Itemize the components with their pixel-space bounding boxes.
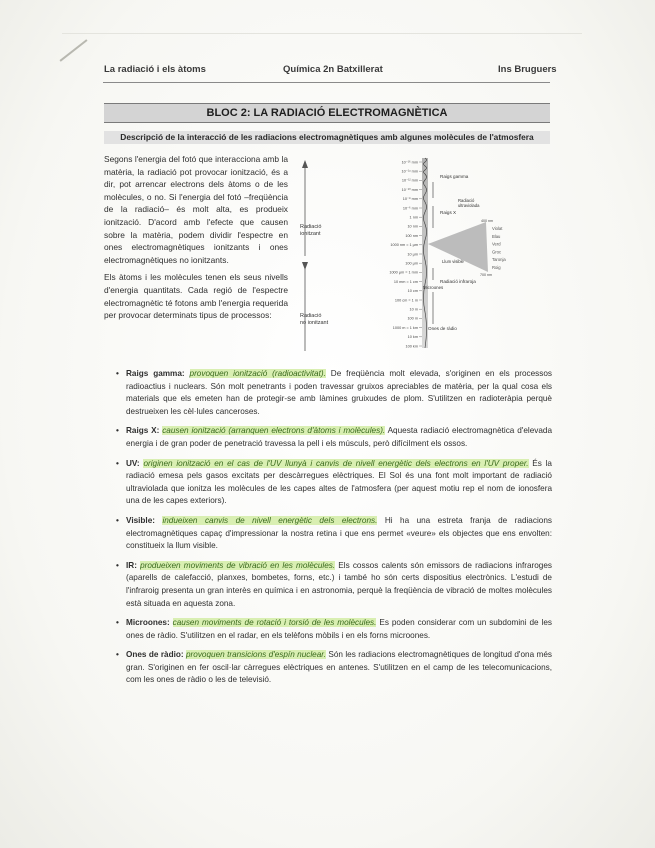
region-gamma: Raigs gamma <box>440 174 469 179</box>
wavelength-tick-label: 10⁻¹⁶ mm <box>401 160 418 165</box>
em-spectrum-diagram <box>300 156 535 351</box>
visible-color-label: Violat <box>492 226 503 231</box>
region-uv: Radiació ultraviolada <box>458 198 480 208</box>
wavelength-tick-label: 10 nm <box>407 224 418 229</box>
wavelength-tick-label: 10 cm <box>407 289 418 294</box>
region-ir: Radiació infraroja <box>440 279 476 284</box>
wavelength-tick-label: 10 mm = 1 cm <box>393 279 418 284</box>
header-right: Ins Bruguers <box>498 64 557 75</box>
label-ionizing: Radiació ionitzant <box>300 224 322 237</box>
list-item: • Microones: causen moviments de rotació i torsió de les molècules. Es poden considerar com un subdomini de les ones de ràdio. S'utilitzen en el radar, en els telèfons mòbils i en els forns microones. <box>116 617 552 642</box>
visible-color-label: Groc <box>492 249 502 255</box>
wavelength-tick-label: 10 km <box>407 335 418 340</box>
wavelength-tick-label: 10⁻⁶ mm <box>402 206 418 211</box>
wavelength-tick-label: 1000 nm = 1 µm <box>390 243 418 248</box>
header-rule <box>103 82 550 83</box>
wavelength-scale <box>389 160 422 348</box>
wavelength-tick-label: 10 m <box>409 307 418 312</box>
intro-paragraph-2: Els àtoms i les molècules tenen els seus nivells d'energia quantitats. Cada regió de l'espectre electromagnètic té fotons amb l'energia requerida per provocar determinats tipus de processos: <box>104 272 288 321</box>
region-visible: Llum visible <box>442 259 464 264</box>
wavelength-tick-label: 10⁻¹⁴ mm <box>401 169 418 174</box>
region-xray: Raigs X <box>440 210 457 215</box>
wavelength-tick-label: 10⁻⁸ mm <box>402 197 418 202</box>
pen-mark <box>60 39 88 61</box>
page-edge-line <box>62 33 582 34</box>
nonionizing-arrowhead-icon <box>302 262 308 270</box>
visible-color-label: Verd <box>492 241 501 247</box>
list-item: • Visible: indueixen canvis de nivell energètic dels electrons. Hi ha una estreta franja de radiacions electromagnètiques capaç d'impressionar la nostra retina i que ens permet «veure» els objectes que ens envolten: constitueix la llum visible. <box>116 515 552 553</box>
list-item: • Ones de ràdio: provoquen transicions d'espín nuclear. Són les radiacions electromagnètiques de longitud d'ona més gran. S'originen en fer oscil·lar càrregues elèctriques en antenes. S'utilitzen en el camp de les telecomunicacions, com les ones de ràdio o les de televisió. <box>116 649 552 687</box>
wavelength-tick-label: 100 m <box>407 316 418 321</box>
page-title: BLOC 2: LA RADIACIÓ ELECTROMAGNÈTICA <box>104 103 550 123</box>
intro-text <box>104 153 288 327</box>
label-nonionizing: Radiació no ionitzant <box>300 313 329 326</box>
wavelength-tick-label: 100 cm = 1 m <box>394 298 418 303</box>
wavelength-tick-label: 10 µm <box>407 252 418 257</box>
region-micro: Microones <box>423 285 444 290</box>
list-item: • Raigs gamma: provoquen ionització (radioactivitat). De freqüència molt elevada, s'originen en els processos radioactius i nuclears. Són molt penetrants i poden travessar gruixos apreciables de matèria, per la qual cosa els materials que els emeten han de protegir-se amb làmines gruixudes de plom. S'utilitzen en radioteràpia perquè destrueixen les cèl·lules canceroses. <box>116 368 552 418</box>
radiation-list <box>116 368 552 694</box>
wavelength-tick-label: 1000 µm = 1 mm <box>389 270 418 275</box>
visible-color-label: Taronja <box>492 257 506 263</box>
visible-color-label: Blau <box>492 233 501 239</box>
header-center: Química 2n Batxillerat <box>283 64 383 75</box>
wavelength-tick-label: 10⁻¹⁰ mm <box>401 187 418 192</box>
wavelength-tick-label: 100 nm <box>405 233 418 238</box>
region-radio: Ones de ràdio <box>428 326 457 331</box>
ionizing-arrowhead-icon <box>302 160 308 168</box>
wavelength-tick-label: 100 µm <box>405 261 418 266</box>
list-item: • IR: produeixen moviments de vibració en les molècules. Els cossos calents són emissors de radiacions infraroges (aparells de calefacció, planxes, bombetes, forns, etc.) i també ho són certs dispositius electrònics. L'estudi de l'infraroig presenta un gran interès en química i en astronomia, perquè la freqüència de vibració de moltes molècules està situada en aquesta zona. <box>116 560 552 610</box>
visible-colors <box>492 226 506 270</box>
label-400nm: 400 nm <box>481 219 493 223</box>
section-subtitle: Descripció de la interacció de les radiacions electromagnètiques amb algunes molècules de l'atmosfera <box>104 131 550 144</box>
wavelength-tick-label: 100 km <box>405 344 418 349</box>
visible-color-label: Roig <box>492 265 501 270</box>
header-left: La radiació i els àtoms <box>104 64 206 75</box>
list-item: • Raigs X: causen ionització (arranquen electrons d'àtoms i molècules). Aquesta radiació electromagnètica d'elevada energia i de gran poder de penetració travessa la pell i els músculs, però difícilment els ossos. <box>116 425 552 450</box>
visible-fan <box>428 222 488 272</box>
label-700nm: 700 nm <box>480 273 492 277</box>
intro-paragraph-1: Segons l'energia del fotó que interacciona amb la matèria, la radiació pot provocar ionització, és a dir, pot arrencar electrons dels àtoms o de les molècules, o no. Si l'energia del fotó –freqüència de la radiació– és molt alta, es produeix ionització. D'acord amb l'efecte que causen sobre la matèria, podem dividir l'espectre en ones electromagnètiques ionitzants i ones electromagnètiques no ionitzants. <box>104 154 288 265</box>
wavelength-tick-label: 1000 m = 1 km <box>392 325 418 330</box>
wavelength-tick-label: 10⁻¹² mm <box>401 178 418 183</box>
list-item: • UV: originen ionització en el cas de l'UV llunyà i canvis de nivell energètic dels electrons en l'UV proper. És la radiació emesa pels gasos excitats per descàrregues elèctriques. El Sol és una font molt important de radiació ultraviolada que ionitza les molècules de les capes altes de l'atmosfera (per aquest motiu rep el nom de ionosfera una de les capes exteriors). <box>116 458 552 508</box>
wavelength-tick-label: 1 nm <box>409 215 418 220</box>
